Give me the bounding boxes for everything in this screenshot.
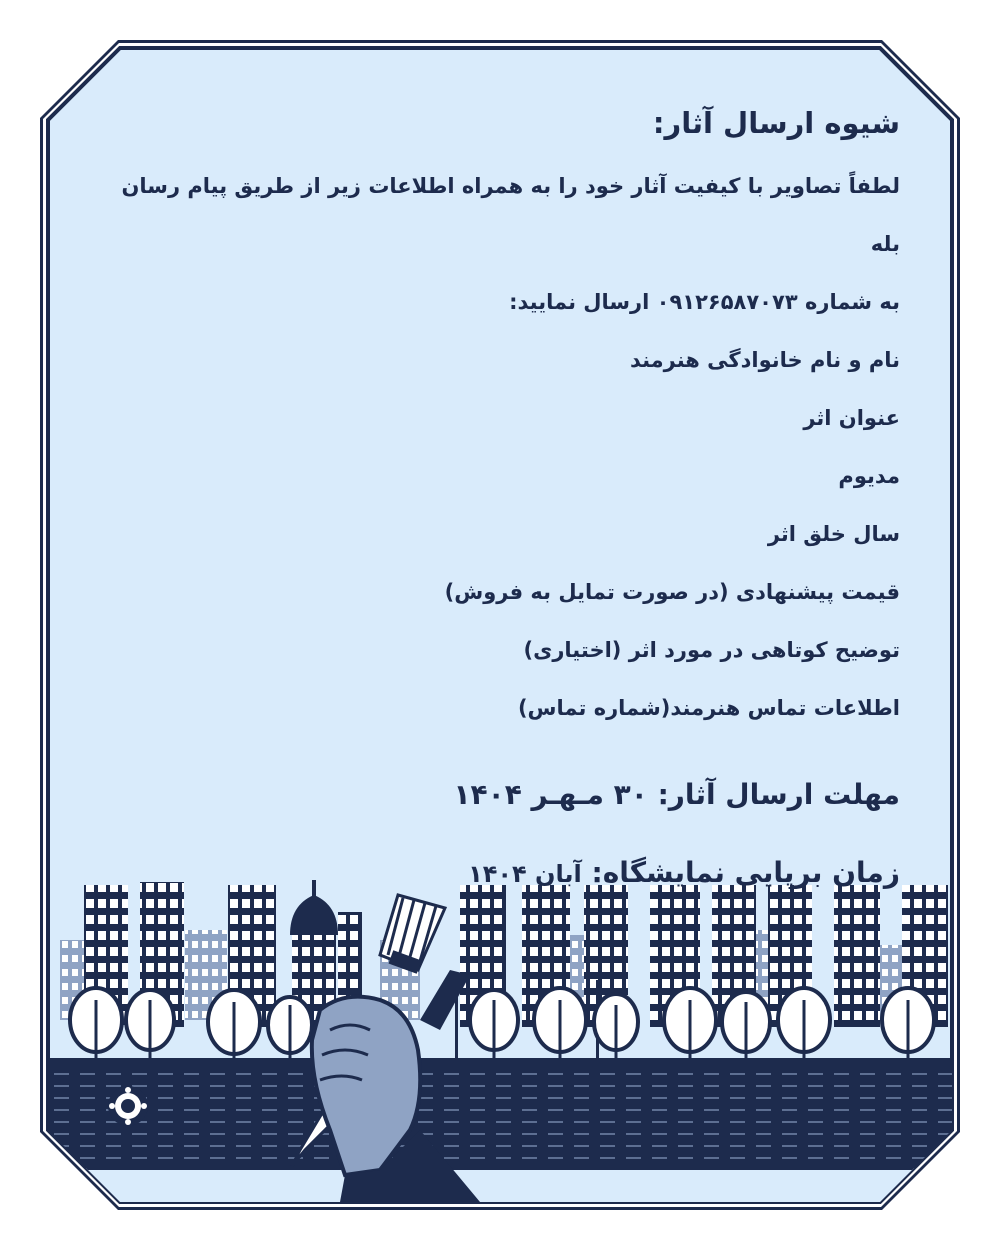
- submission-info: [100, 105, 900, 891]
- page-title: شیوه ارسال آثار:: [652, 106, 900, 140]
- list-item-description: توضیح کوتاهی در مورد اثر (اختیاری): [523, 637, 900, 662]
- list-item-artist-name: نام و نام خانوادگی هنرمند: [629, 347, 900, 372]
- intro-line-1: لطفاً تصاویر با کیفیت آثار خود را به همراه اطلاعات زیر از طریق پیام رسان بله: [121, 173, 900, 256]
- logo-emblem: [108, 1086, 148, 1140]
- list-item-artwork-title: عنوان اثر: [803, 405, 900, 430]
- exhibition-time: [100, 855, 900, 891]
- list-item-year: سال خلق اثر: [767, 521, 900, 546]
- list-item-medium: مدیوم: [838, 463, 900, 488]
- exhibition-value: آبان ۱۴۰۴: [468, 860, 582, 889]
- exhibition-label: زمان برپایی نمایشگاه:: [591, 856, 900, 890]
- list-item-contact: اطلاعات تماس هنرمند(شماره تماس): [517, 695, 900, 720]
- intro-line-2: به شماره ۰۹۱۲۶۵۸۷۰۷۳ ارسال نمایید:: [509, 289, 900, 314]
- list-item-price: قیمت پیشنهادی (در صورت تمایل به فروش): [444, 579, 900, 604]
- deadline-text: مهلت ارسال آثار: ۳۰ مـهـر ۱۴۰۴: [453, 777, 900, 811]
